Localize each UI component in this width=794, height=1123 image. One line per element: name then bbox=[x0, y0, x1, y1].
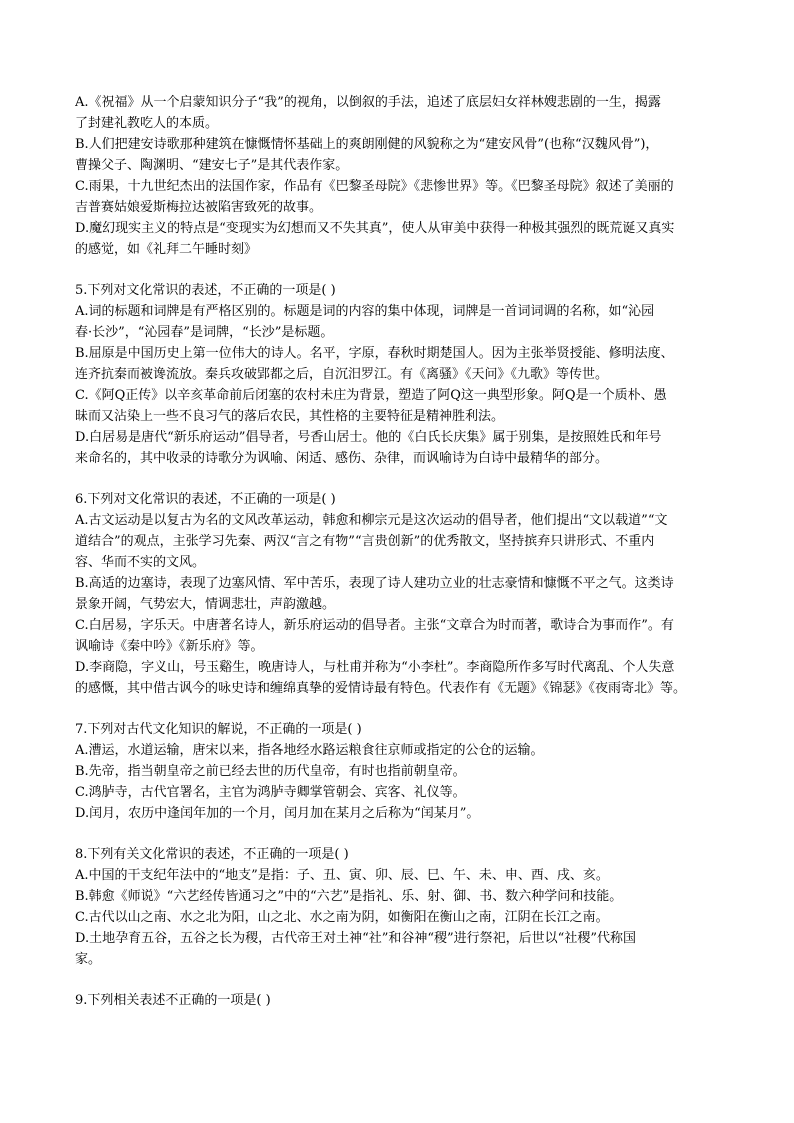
text-line: B.屈原是中国历史上第一位伟大的诗人。名平，字原，春秋时期楚国人。因为主张举贤授能、修明法度、 bbox=[75, 346, 674, 361]
text-line: 家。 bbox=[75, 952, 102, 967]
question-9 bbox=[75, 990, 734, 1011]
text-line: C.鸿胪寺，古代官署名，主官为鸿胪寺卿掌管朝会、宾客、礼仪等。 bbox=[75, 785, 466, 800]
question-stem: 6.下列对文化常识的表述，不正确的一项是( ) bbox=[75, 492, 336, 507]
question-stem: 5.下列对文化常识的表述，不正确的一项是( ) bbox=[75, 283, 336, 298]
text-line: B.韩愈《师说》“六艺经传皆通习之”中的“六艺”是指礼、乐、射、御、书、数六种学问和技能。 bbox=[75, 889, 623, 904]
text-line: 讽喻诗《秦中吟》《新乐府》等。 bbox=[75, 639, 264, 654]
text-line: 的感觉，如《礼拜二午睡时刻》 bbox=[75, 242, 258, 257]
text-line: 春·长沙”，“沁园春”是词牌，“长沙”是标题。 bbox=[75, 325, 334, 340]
text-line: 的感慨，其中借古讽今的咏史诗和缠绵真挚的爱情诗最有特色。代表作有《无题》《锦瑟》《夜雨寄北》等。 bbox=[75, 681, 687, 696]
question-7 bbox=[75, 719, 734, 824]
text-line: 来命名的，其中收录的诗歌分为讽喻、闲适、感伤、杂律，而讽喻诗为白诗中最精华的部分。 bbox=[75, 451, 609, 466]
question-5 bbox=[75, 280, 734, 469]
question-stem: 9.下列相关表述不正确的一项是( ) bbox=[75, 993, 271, 1008]
text-line: A.《祝福》从一个启蒙知识分子“我”的视角，以倒叙的手法，追述了底层妇女祥林嫂悲剧的一生，揭露 bbox=[75, 95, 661, 110]
text-line: C.雨果，十九世纪杰出的法国作家，作品有《巴黎圣母院》《悲惨世界》等。《巴黎圣母院》叙述了美丽的 bbox=[75, 179, 674, 194]
text-line: 昧而又沾染上一些不良习气的落后农民，其性格的主要特征是精神胜利法。 bbox=[75, 409, 505, 424]
question-stem: 7.下列对古代文化知识的解说，不正确的一项是( ) bbox=[75, 722, 362, 737]
text-line: C.白居易，字乐天。中唐著名诗人，新乐府运动的倡导者。主张“文章合为时而著，歌诗合为事而作”。有 bbox=[75, 618, 674, 633]
text-line: 道结合”的观点，主张学习先秦、两汉“言之有物”“言贵创新”的优秀散文，坚持摈弃只讲形式、不重内 bbox=[75, 534, 655, 549]
text-line: 吉普赛姑娘爱斯梅拉达被陷害致死的故事。 bbox=[75, 200, 323, 215]
text-line: C.古代以山之南、水之北为阳，山之北、水之南为阴，如衡阳在衡山之南，江阴在长江之南。 bbox=[75, 910, 609, 925]
text-line: D.土地孕育五谷，五谷之长为稷，古代帝王对土神“社”和谷神“稷”进行祭祀，后世以“社稷”代称国 bbox=[75, 931, 636, 946]
question-6 bbox=[75, 489, 734, 699]
text-line: 容、华而不实的文风。 bbox=[75, 555, 206, 570]
text-line: 曹操父子、陶渊明、“建安七子”是其代表作家。 bbox=[75, 158, 349, 173]
text-line: 景象开阔，气势宏大，情调悲壮，声韵激越。 bbox=[75, 597, 336, 612]
text-line: D.闰月，农历中逢闰年加的一个月，闰月加在某月之后称为“闰某月”。 bbox=[75, 806, 480, 821]
text-line: A.中国的干支纪年法中的“地支”是指：子、丑、寅、卯、辰、巳、午、未、申、酉、戌、亥。 bbox=[75, 868, 609, 883]
question-8 bbox=[75, 844, 734, 970]
text-line: B.先帝，指当朝皇帝之前已经去世的历代皇帝，有时也指前朝皇帝。 bbox=[75, 764, 466, 779]
question-stem: 8.下列有关文化常识的表述，不正确的一项是( ) bbox=[75, 847, 349, 862]
question-4-options bbox=[75, 92, 734, 260]
text-line: D.白居易是唐代“新乐府运动”倡导者，号香山居士。他的《白氏长庆集》属于别集，是按照姓氏和年号 bbox=[75, 430, 662, 445]
text-line: C.《阿Q正传》以辛亥革命前后闭塞的农村未庄为背景，塑造了阿Q这一典型形象。阿Q是一个质朴、愚 bbox=[75, 388, 667, 403]
text-line: A.古文运动是以复古为名的文风改革运动，韩愈和柳宗元是这次运动的倡导者，他们提出“文以载道”“文 bbox=[75, 513, 668, 528]
text-line: 了封建礼教吃人的本质。 bbox=[75, 116, 219, 131]
text-line: D.李商隐，字义山，号玉谿生，晚唐诗人，与杜甫并称为“小李杜”。李商隐所作多写时代离乱、个人失意 bbox=[75, 660, 675, 675]
text-line: A.漕运，水道运输，唐宋以来，指各地经水路运粮食往京师或指定的公仓的运输。 bbox=[75, 743, 544, 758]
text-line: 连齐抗秦而被谗流放。秦兵攻破郢都之后，自沉汨罗江。有《离骚》《天问》《九歌》等传世。 bbox=[75, 367, 609, 382]
text-line: B.人们把建安诗歌那种建筑在慷慨情怀基础上的爽朗刚健的风貌称之为“建安风骨”(也称“汉魏风骨”)， bbox=[75, 137, 659, 152]
text-line: A.词的标题和词牌是有严格区别的。标题是词的内容的集中体现，词牌是一首词词调的名称，如“沁园 bbox=[75, 304, 655, 319]
text-line: D.魔幻现实主义的特点是“变现实为幻想而又不失其真”，使人从审美中获得一种极其强烈的既荒诞又真实 bbox=[75, 221, 675, 236]
text-line: B.高适的边塞诗，表现了边塞风情、军中苦乐，表现了诗人建功立业的壮志豪情和慷慨不平之气。这类诗 bbox=[75, 576, 674, 591]
